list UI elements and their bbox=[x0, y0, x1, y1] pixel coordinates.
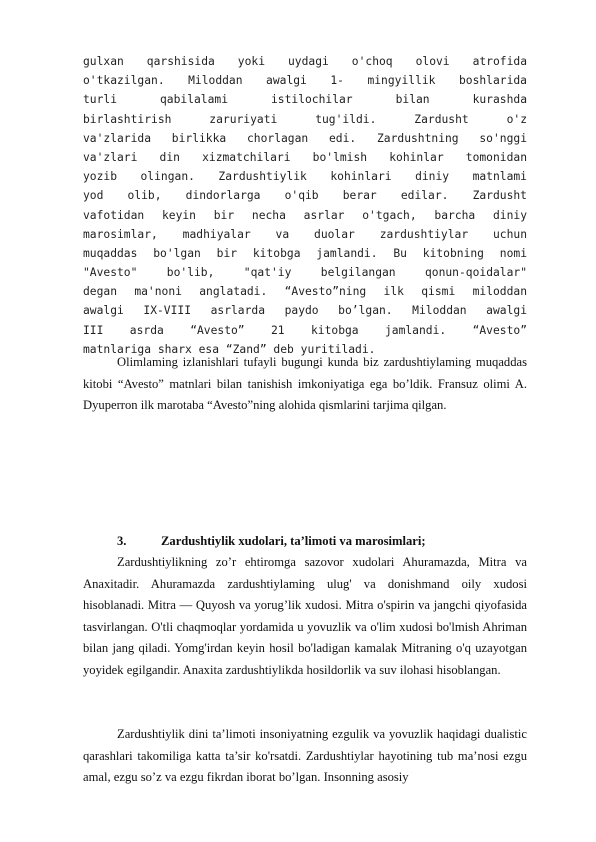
section-number: 3. bbox=[117, 534, 127, 548]
mono-line: va'zlarida birlikka chorlagan edi. Zardushtning so'nggi bbox=[83, 131, 527, 145]
paragraph-olimlar bbox=[83, 352, 527, 417]
section-heading bbox=[117, 534, 537, 549]
mono-line: "Avesto" bo'lib, "qat'iy belgilangan qonun-qoidalar" bbox=[83, 266, 527, 280]
paragraph-xudolar bbox=[83, 552, 527, 681]
mono-line: birlashtirish zaruriyati tug'ildi. Zardusht o'z bbox=[83, 112, 527, 126]
mono-line: turli qabilalami istilochilar bilan kurashda bbox=[83, 93, 527, 107]
mono-line: vafotidan keyin bir necha asrlar o'tgach, barcha diniy bbox=[83, 208, 527, 222]
mono-line: gulxan qarshisida yoki uydagi o'choq olovi atrofida bbox=[83, 55, 527, 68]
mono-line: muqaddas bo'lgan bir kitobga jamlandi. Bu kitobning nomi bbox=[83, 246, 527, 260]
monospace-text-block bbox=[83, 52, 527, 359]
mono-line: matnlariga sharx esa “Zand” deb yuritiladi. bbox=[83, 342, 376, 356]
mono-line: va'zlari din xizmatchilari bo'lmish kohinlar tomonidan bbox=[83, 150, 527, 164]
mono-line: awalgi IX-VIII asrlarda paydo bo’lgan. Miloddan awalgi bbox=[83, 304, 527, 318]
mono-line: yozib olingan. Zardushtiylik kohinlari diniy matnlami bbox=[83, 170, 527, 184]
paragraph-text: Zardushtiylikning zo’r ehtiromga sazovor xudolari Ahuramazda, Mitra va Anaxitadir. Ahuramazda zardushtiylaming ulug' va donishmand oily xudosi hisoblanadi. Mitra — Quyosh va yorug’lik xudosi. Mitra o'spirin va jangchi qiyofasida tasvirlangan. O'tli chaqmoqlar yordamida u yovuzlik va o'lim xudosi bo'lmish Ahriman bilan jang qiladi. Yomg'irdan keyin hosil bo'ladigan kamalak Mitraning o'q uzayotgan yoyidek egilgandir. Anaxita zardushtiylikda hosildorlik va suv ilohasi hisoblangan. bbox=[83, 555, 527, 677]
section-title: Zardushtiylik xudolari, ta’limoti va marosimlari; bbox=[161, 534, 426, 548]
mono-line: yod olib, dindorlarga o'qib berar edilar. Zardusht bbox=[83, 189, 527, 203]
paragraph-text: Zardushtiylik dini ta’limoti insoniyatning ezgulik va yovuzlik haqidagi dualistic qarashlari takomiliga katta ta’sir ko'rsatdi. Zardushtiylar hayotining tub ma’nosi ezgu amal, ezgu so’z va ezgu fikrdan iborat bo’lgan. Insonning asosiy bbox=[83, 727, 527, 784]
mono-line: o'tkazilgan. Miloddan awalgi 1- mingyillik boshlarida bbox=[83, 74, 527, 88]
mono-line: marosimlar, madhiyalar va duolar zardushtiylar uchun bbox=[83, 227, 527, 241]
mono-line: degan ma'noni anglatadi. “Avesto”ning ilk qismi miloddan bbox=[83, 285, 527, 299]
paragraph-talimot bbox=[83, 724, 527, 789]
paragraph-text: Olimlaming izlanishlari tufayli bugungi kunda biz zardushtiylaming muqaddas kitobi “Avesto” matnlari bilan tanishish imkoniyatiga ega bo’ldik. Fransuz olimi A. Dyuperron ilk marotaba “Avesto”ning alohida qismlarini tarjima qilgan. bbox=[83, 355, 527, 412]
mono-line: III asrda “Avesto” 21 kitobga jamlandi. “Avesto” bbox=[83, 323, 527, 337]
